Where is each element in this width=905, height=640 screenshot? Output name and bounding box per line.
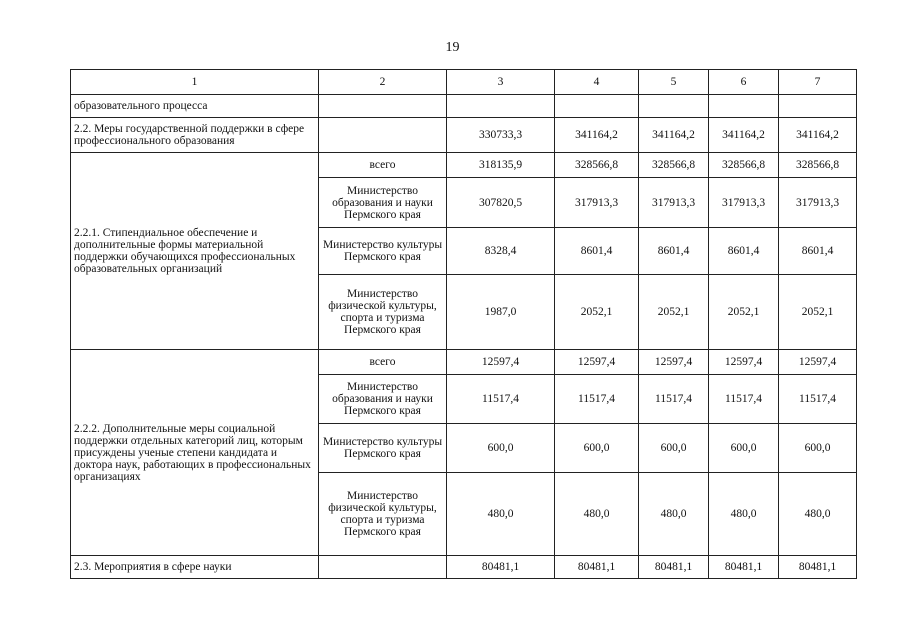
value-cell: 8328,4 (447, 228, 555, 275)
value-cell: 80481,1 (709, 556, 779, 579)
column-header: 7 (779, 70, 857, 95)
funding-source: Министерство физической культуры, спорта и туризма Пермского края (319, 275, 447, 350)
value-cell: 11517,4 (555, 375, 639, 424)
empty-cell (709, 95, 779, 118)
value-cell: 12597,4 (555, 350, 639, 375)
funding-source: Министерство образования и науки Пермского края (319, 178, 447, 228)
column-header: 4 (555, 70, 639, 95)
table-row (71, 95, 857, 118)
value-cell: 600,0 (709, 424, 779, 473)
value-cell: 480,0 (555, 473, 639, 556)
value-cell: 12597,4 (779, 350, 857, 375)
value-cell: 12597,4 (447, 350, 555, 375)
row-label: 2.2. Меры государственной поддержки в сфере профессионального образования (71, 118, 319, 153)
value-cell: 318135,9 (447, 153, 555, 178)
value-cell: 480,0 (639, 473, 709, 556)
value-cell: 341164,2 (709, 118, 779, 153)
value-cell: 80481,1 (639, 556, 709, 579)
value-cell: 2052,1 (639, 275, 709, 350)
row-label: образовательного процесса (71, 95, 319, 118)
funding-source: Министерство культуры Пермского края (319, 228, 447, 275)
value-cell: 80481,1 (555, 556, 639, 579)
column-header: 1 (71, 70, 319, 95)
column-header-row (71, 70, 857, 95)
column-header: 2 (319, 70, 447, 95)
value-cell: 11517,4 (779, 375, 857, 424)
funding-source: Министерство физической культуры, спорта и туризма Пермского края (319, 473, 447, 556)
value-cell: 341164,2 (555, 118, 639, 153)
funding-source: Министерство образования и науки Пермского края (319, 375, 447, 424)
row-label: 2.2.2. Дополнительные меры социальной поддержки отдельных категорий лиц, которым присуждены ученые степени кандидата и доктора наук, работающих в профессиональных организациях (71, 350, 319, 556)
value-cell: 8601,4 (555, 228, 639, 275)
row-label: 2.2.1. Стипендиальное обеспечение и дополнительные формы материальной поддержки обучающихся профессиональных образовательных организаций (71, 153, 319, 350)
value-cell: 328566,8 (709, 153, 779, 178)
value-cell: 11517,4 (447, 375, 555, 424)
empty-cell (319, 118, 447, 153)
value-cell: 341164,2 (639, 118, 709, 153)
value-cell: 307820,5 (447, 178, 555, 228)
page-number: 19 (445, 40, 460, 55)
value-cell: 12597,4 (639, 350, 709, 375)
table-row (71, 350, 857, 375)
value-cell: 80481,1 (779, 556, 857, 579)
column-header: 3 (447, 70, 555, 95)
budget-table (70, 69, 857, 579)
value-cell: 317913,3 (639, 178, 709, 228)
empty-cell (555, 95, 639, 118)
value-cell: 80481,1 (447, 556, 555, 579)
value-cell: 600,0 (779, 424, 857, 473)
value-cell: 480,0 (779, 473, 857, 556)
value-cell: 600,0 (447, 424, 555, 473)
value-cell: 2052,1 (709, 275, 779, 350)
empty-cell (639, 95, 709, 118)
value-cell: 8601,4 (639, 228, 709, 275)
table-row (71, 153, 857, 178)
value-cell: 317913,3 (555, 178, 639, 228)
empty-cell (779, 95, 857, 118)
funding-source: всего (319, 153, 447, 178)
column-header: 6 (709, 70, 779, 95)
row-label: 2.3. Мероприятия в сфере науки (71, 556, 319, 579)
empty-cell (447, 95, 555, 118)
value-cell: 600,0 (555, 424, 639, 473)
value-cell: 11517,4 (639, 375, 709, 424)
value-cell: 2052,1 (779, 275, 857, 350)
empty-cell (319, 556, 447, 579)
value-cell: 480,0 (447, 473, 555, 556)
table-row (71, 118, 857, 153)
column-header: 5 (639, 70, 709, 95)
value-cell: 341164,2 (779, 118, 857, 153)
funding-source: всего (319, 350, 447, 375)
value-cell: 12597,4 (709, 350, 779, 375)
value-cell: 600,0 (639, 424, 709, 473)
value-cell: 480,0 (709, 473, 779, 556)
value-cell: 1987,0 (447, 275, 555, 350)
value-cell: 8601,4 (779, 228, 857, 275)
empty-cell (319, 95, 447, 118)
value-cell: 328566,8 (639, 153, 709, 178)
value-cell: 328566,8 (779, 153, 857, 178)
value-cell: 8601,4 (709, 228, 779, 275)
value-cell: 330733,3 (447, 118, 555, 153)
value-cell: 11517,4 (709, 375, 779, 424)
value-cell: 2052,1 (555, 275, 639, 350)
value-cell: 328566,8 (555, 153, 639, 178)
value-cell: 317913,3 (709, 178, 779, 228)
funding-source: Министерство культуры Пермского края (319, 424, 447, 473)
value-cell: 317913,3 (779, 178, 857, 228)
table-row (71, 556, 857, 579)
